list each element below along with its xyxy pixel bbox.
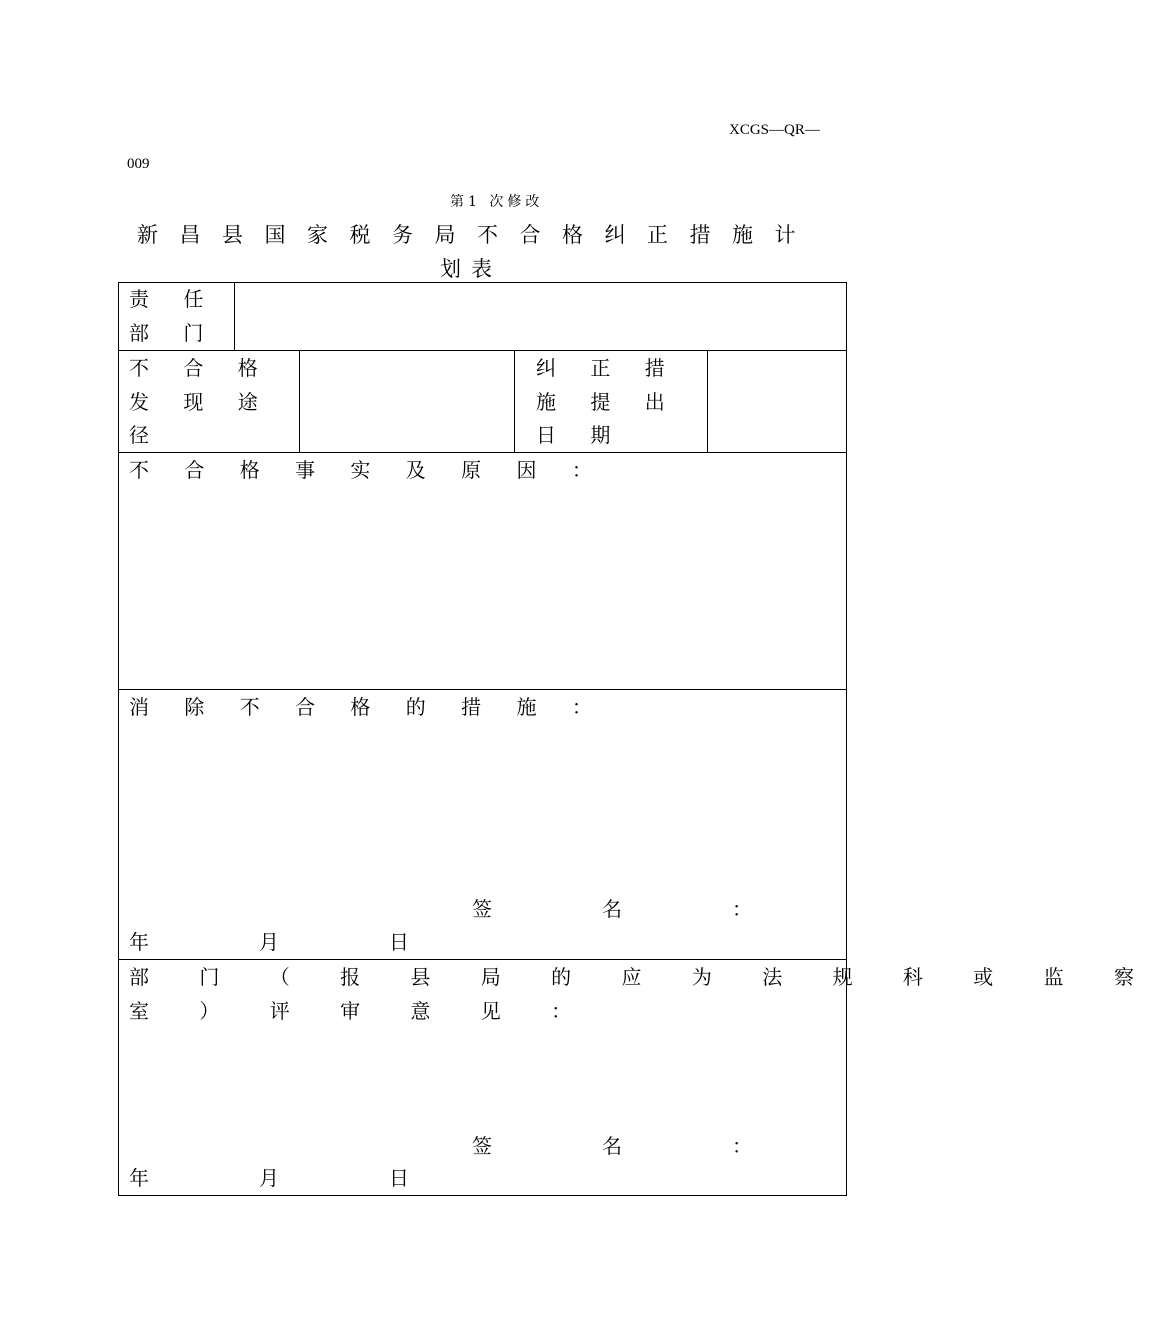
measures-signature-label: 签 名 ： [472,897,758,921]
discovery-route-label: 不 合 格 [129,356,272,380]
measures-label: 消 除 不 合 格 的 措 施 ： [129,695,607,719]
review-date-label: 年 月 日 [129,1166,415,1190]
review-field[interactable] [120,1030,845,1124]
revision-label: 第1 次修改 [450,194,544,210]
divider [514,350,515,453]
review-signature-label: 签 名 ： [472,1134,758,1158]
responsible-dept-field[interactable] [236,283,845,349]
measures-field[interactable] [120,727,845,887]
discovery-route-label-3: 径 [129,423,149,447]
document-code: XCGS—QR— [729,122,820,138]
measure-date-label: 纠 正 措 [536,356,679,380]
divider [299,350,300,453]
responsible-dept-label-2: 部 门 [129,321,218,345]
measures-date-label: 年 月 日 [129,930,415,954]
form-title-continued: 划表 [440,257,502,281]
divider [234,282,235,351]
document-code-suffix: 009 [127,156,150,172]
discovery-route-label-2: 发 现 途 [129,390,272,414]
review-label: 部 门 （ 报 县 局 的 应 为 法 规 科 或 监 察 [129,965,1156,989]
review-label-2: 室 ） 评 审 意 见 ： [129,999,594,1023]
measure-date-label-2: 施 提 出 [536,390,679,414]
discovery-route-field[interactable] [301,352,513,451]
measure-date-label-3: 日 期 [536,423,625,447]
divider [707,350,708,453]
form-title: 新昌县国家税务局不合格纠正措施计 [137,223,817,247]
facts-causes-field[interactable] [120,490,845,688]
responsible-dept-label: 责 任 [129,287,218,311]
facts-causes-label: 不 合 格 事 实 及 原 因 ： [129,458,607,482]
measure-date-field[interactable] [709,352,845,451]
